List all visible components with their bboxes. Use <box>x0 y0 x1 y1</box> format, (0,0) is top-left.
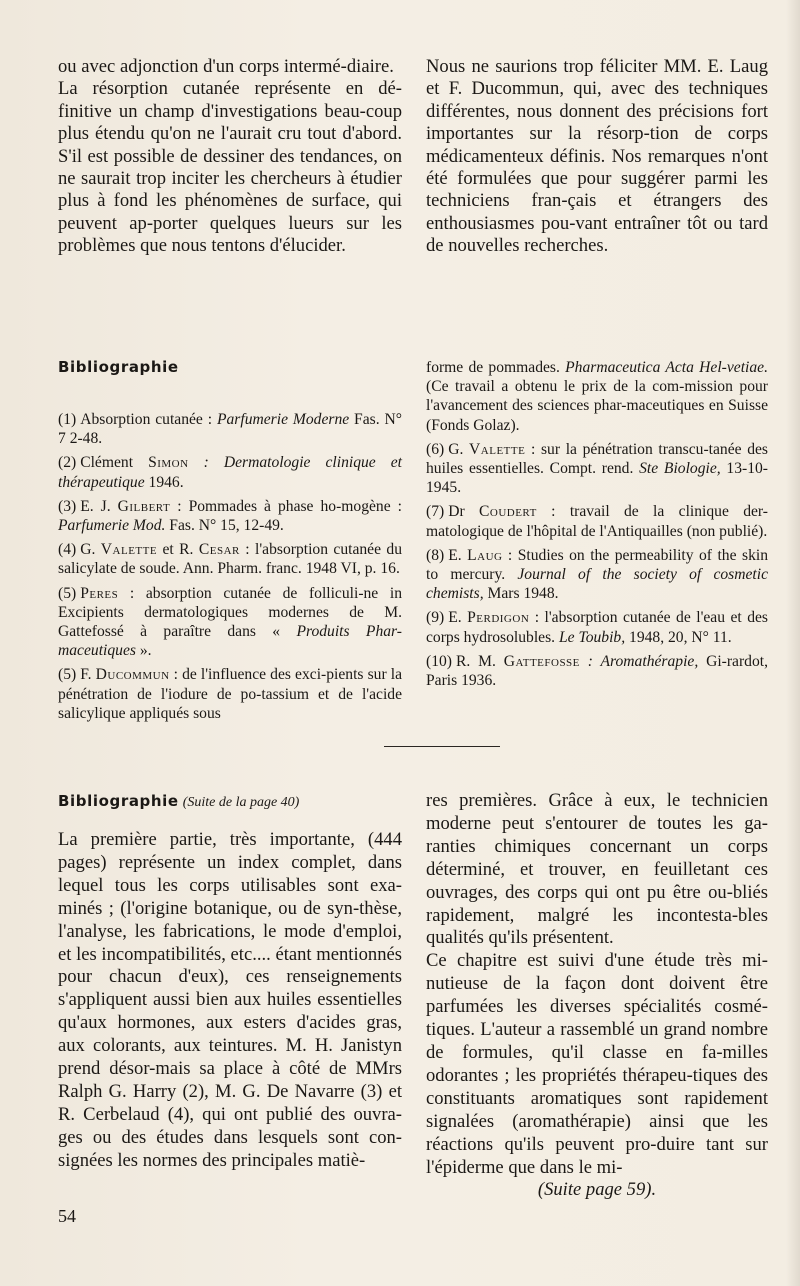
reference-text: Gi-rardot, Paris 1936. <box>426 652 768 690</box>
reference-title: Pharmaceutica Acta Hel-vetiae. <box>565 359 768 376</box>
page-edge-shadow <box>786 0 800 1286</box>
reference-text: G. <box>448 440 470 458</box>
reference-author: Laug <box>467 546 503 564</box>
reference-author: Peres <box>80 584 119 602</box>
reference-text: Absorption cutanée : <box>80 411 217 428</box>
reference-item <box>426 358 768 435</box>
reference-text: Fas. N° 15, 12-49. <box>165 517 284 535</box>
reference-number: (7) <box>426 503 445 521</box>
reference-number: (9) <box>426 609 445 627</box>
reference-text: E. <box>448 546 468 564</box>
reference-text: : de l'influence des exci-pients sur la pénétration de l'iodure de po-tassium et de l'acide salicylique appliqués sous <box>58 666 402 722</box>
paragraph: Nous ne saurions trop féliciter MM. E. Laug et F. Ducommun, qui, avec des techniques différentes, nous donnent des précisions fort importantes sur la résorp-tion de corps médicamenteux définis. Nos remarques n'ont été formulées que pour suggérer parmi les techniciens fran-çais et étrangers des enthousiasmes pou-vant entraîner tôt ou tard de nouvelles recherches. <box>426 56 768 257</box>
reference-item <box>58 584 402 661</box>
reference-author: Valette <box>469 440 526 458</box>
reference-author: Coudert <box>478 503 537 521</box>
reference-text: ». <box>135 642 152 660</box>
reference-text: 1948, 20, N° 11. <box>625 628 732 646</box>
bibliography-suite-heading <box>58 792 402 811</box>
reference-item <box>426 546 768 604</box>
reference-text: E. <box>448 609 468 627</box>
reference-author: Ducommun <box>95 666 170 684</box>
reference-title: Produits Phar-maceutiques <box>58 623 402 660</box>
section-divider <box>384 746 500 747</box>
reference-text: : absorption cutanée de folliculi-ne in Excipients dermatologiques modernes de M. Gattefossé à paraître dans « <box>58 584 402 641</box>
bibliography-left-column <box>58 358 402 728</box>
reference-text: : l'absorption cutanée de l'eau et des corps hydrosolubles. <box>426 609 769 646</box>
paragraph: res premières. Grâce à eux, le technicien moderne peut s'entourer de toutes les ga-ranties chimiques concernant un corps déterminé, et trouver, en feuilletant ces ouvrages, des corps qui ont pu être ou-bliés rapidement, malgré les incontesta-bles qualités qu'ils présentent. <box>426 790 768 949</box>
reference-number: (5) <box>58 584 77 602</box>
reference-text: et R. <box>157 541 199 559</box>
suite-left-column <box>58 792 402 1173</box>
reference-item <box>426 502 768 540</box>
continuation-note: (Suite page 59). <box>537 1179 657 1201</box>
reference-text: : l'absorption cutanée du salicylate de soude. Ann. Pharm. franc. 1948 VI, p. 16. <box>58 541 403 578</box>
reference-title: Parfumerie Mod. <box>58 517 166 535</box>
reference-text: Mars 1948. <box>483 585 559 603</box>
reference-text: 1946. <box>144 473 184 491</box>
reference-author: Valette <box>100 541 158 559</box>
reference-title: Journal of the society of cosmetic chemists, <box>426 566 768 603</box>
top-left-column <box>58 56 402 258</box>
reference-text: E. J. <box>80 497 118 515</box>
reference-title: Le Toubib, <box>558 628 626 646</box>
reference-text: F. <box>80 666 96 684</box>
suite-right-column <box>426 790 768 1202</box>
bibliography-right-column <box>426 358 768 695</box>
reference-title: Ste Biologie, <box>639 460 721 478</box>
top-right-column <box>426 56 768 258</box>
paragraph: La première partie, très importante, (444 pages) représente un index complet, dans lequel tous les corps utilisables sont exa-minés ; (l'origine botanique, ou de syn-thèse, l'analyse, les fabrications, le mode d'emploi, et les incompatibilités, etc.... étant mentionnés pour chacun d'eux), ces renseignements s'appliquent aussi bien aux huiles essentielles qu'aux hormones, aux esters d'acides gras, aux colorants, aux teintures. M. H. Janistyn prend désor-mais sa place à côté de MMrs Ralph G. Harry (2), M. G. De Navarre (3) et R. Cerbelaud (4), qui ont publié des ouvra-ges ou des études dans lesquels sont con-signées les normes des principales matiè- <box>58 829 402 1171</box>
continuation-note: (Suite de la page 40) <box>182 795 300 810</box>
reference-text: 13-10-1945. <box>426 460 768 497</box>
bibliography-heading: Bibliographie <box>58 358 179 376</box>
reference-text: : Studies on the permeability of the skin to mercury. <box>426 546 768 584</box>
reference-item <box>426 440 768 498</box>
reference-list <box>58 410 402 723</box>
reference-number: (5) <box>58 666 77 684</box>
reference-text: (Ce travail a obtenu le prix de la com-mission pour l'avancement des sciences phar-maceutiques en Suisse (Fonds Golaz). <box>426 378 768 434</box>
reference-text: Fas. N° 7 2-48. <box>58 411 403 448</box>
reference-text: : Pommades à phase ho-mogène : <box>170 497 402 515</box>
reference-title: : Aromathérapie, <box>579 652 699 670</box>
paragraph: La résorption cutanée représente en dé-finitive un champ d'investigations beau-coup plus étendu qu'on ne l'aurait cru tout d'abord. S'il est possible de dessiner des tendances, on ne saurait trop inciter les chercheurs à étudier plus à fond les phénomènes de surface, qui peuvent ap-porter quelques lueurs sur les problèmes que nous tentons d'élucider. <box>58 78 402 257</box>
reference-text: R. M. <box>455 652 504 670</box>
reference-number: (3) <box>58 497 77 515</box>
reference-text: Clément <box>80 454 149 472</box>
heading-text: Bibliographie <box>58 792 179 810</box>
reference-author: Perdigon <box>467 609 530 627</box>
page-number: 54 <box>58 1206 76 1226</box>
reference-number: (2) <box>58 454 77 472</box>
reference-item <box>58 453 402 491</box>
reference-author: Gilbert <box>117 497 171 515</box>
reference-author: Gattefosse <box>503 652 580 670</box>
reference-item <box>426 652 768 690</box>
reference-number: (10) <box>426 652 452 670</box>
reference-number: (8) <box>426 546 445 564</box>
reference-author: Simon <box>148 454 189 472</box>
paragraph: ou avec adjonction d'un corps intermé-diaire. <box>58 56 394 77</box>
paragraph: Ce chapitre est suivi d'une étude très mi-nutieuse de la façon dont doivent être parfumées les diverses spécialités cosmé-tiques. L'auteur a rassemblé un grand nombre de formules, qu'il classe en fa-milles odorantes ; les propriétés thérapeu-tiques des constituants aromatiques sont rapidement signalées (aromathérapie) ainsi que les réactions qu'ils peuvent pro-duire tant sur l'épiderme que dans le mi- <box>426 950 768 1178</box>
reference-item <box>426 608 768 646</box>
reference-item <box>58 665 402 723</box>
reference-text: forme de pommades. <box>426 359 566 376</box>
reference-text: : travail de la clinique der-matologique de l'hôpital de l'Antiquailles (non publié). <box>426 503 769 540</box>
reference-number: (6) <box>426 440 445 458</box>
reference-title: : Dermatologie clinique et thérapeutique <box>58 454 403 491</box>
reference-text: Dr <box>448 503 479 521</box>
reference-number: (4) <box>58 541 77 559</box>
reference-list <box>426 358 768 690</box>
reference-author: Cesar <box>198 541 240 559</box>
reference-item <box>58 497 402 535</box>
reference-item <box>58 540 402 578</box>
reference-text: : sur la pénétration transcu-tanée des huiles essentielles. Compt. rend. <box>426 440 768 478</box>
reference-text: G. <box>80 541 101 559</box>
reference-number: (1) <box>58 411 77 428</box>
reference-title: Parfumerie Moderne <box>216 411 350 428</box>
reference-item <box>58 410 402 448</box>
